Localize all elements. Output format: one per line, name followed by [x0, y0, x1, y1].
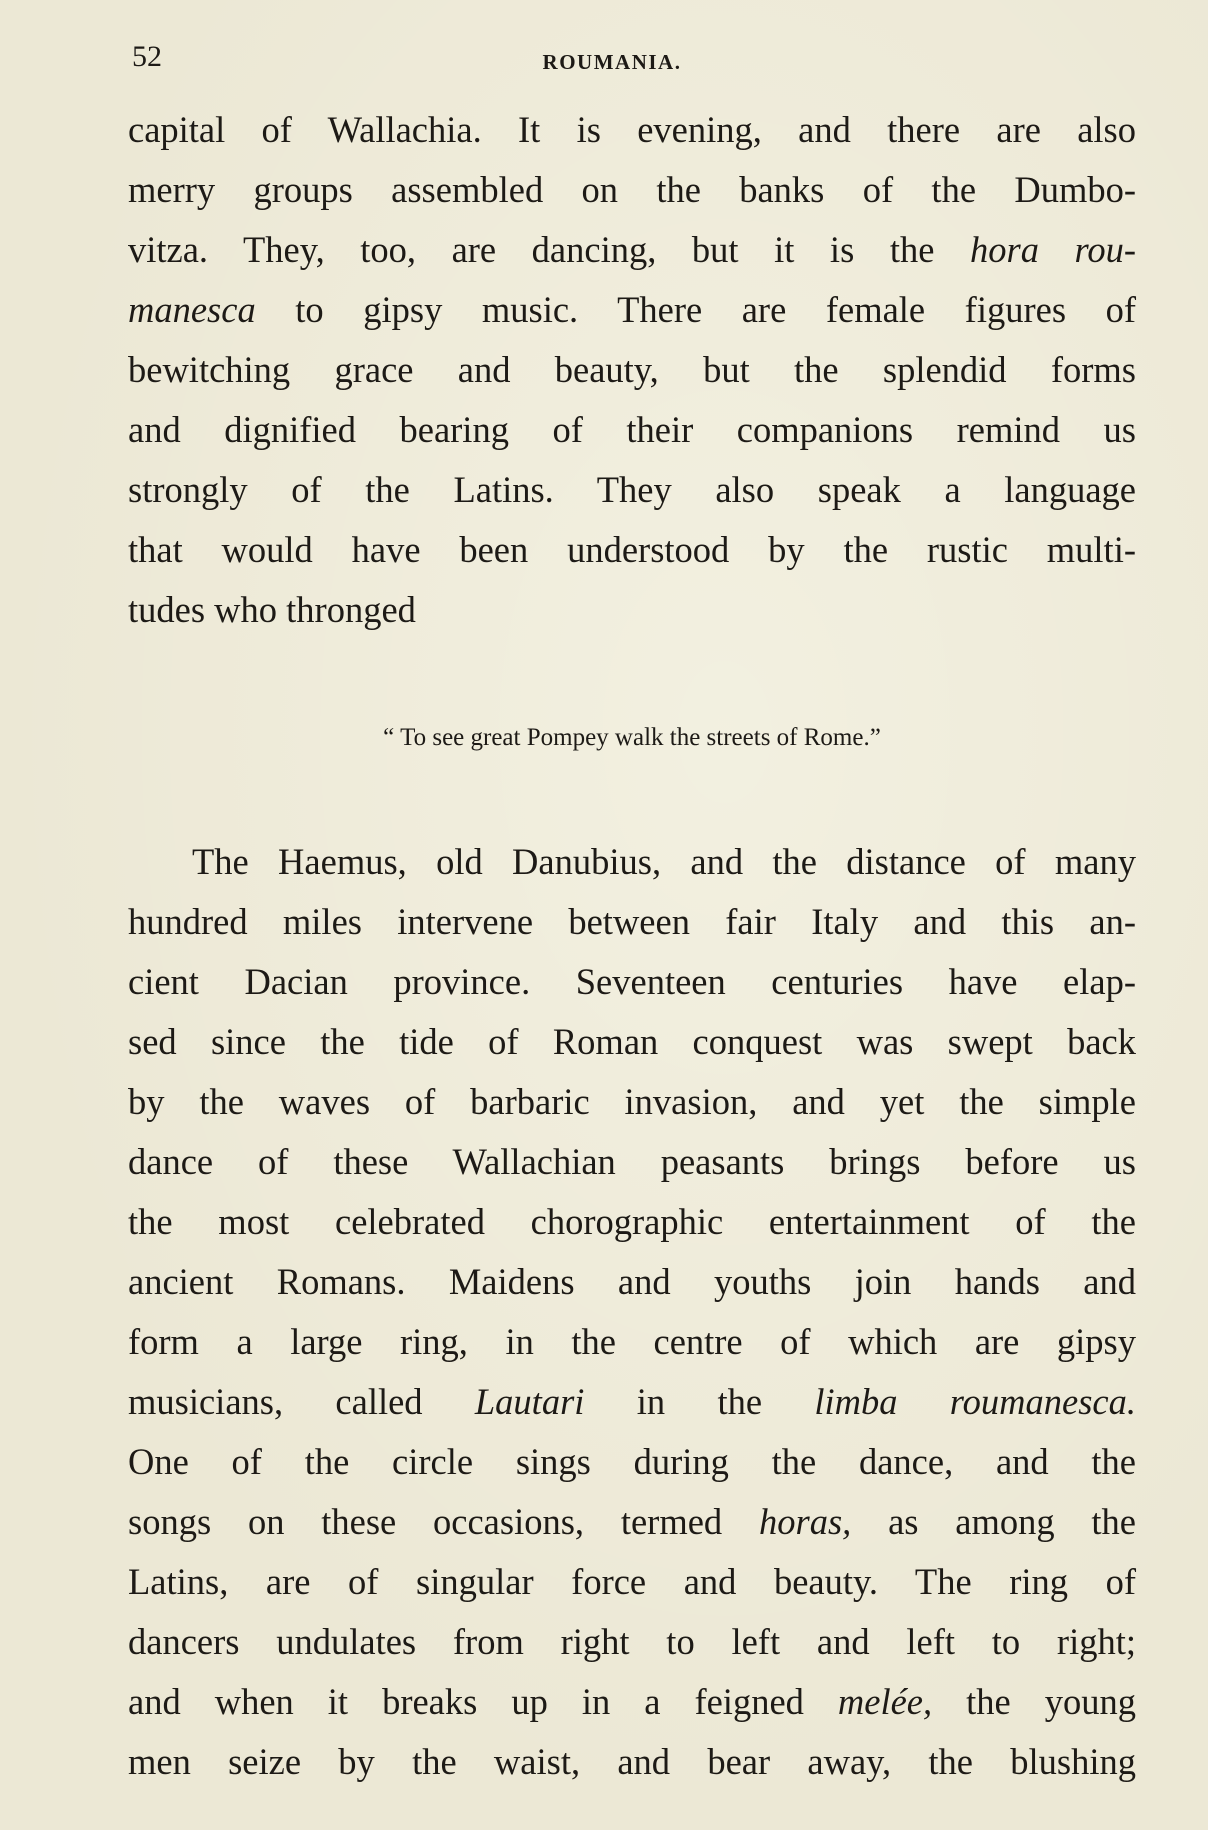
text-run: to gipsy music. There are female figures of [255, 289, 1136, 330]
block-quote: “ To see great Pompey walk the streets of Rome.” [383, 724, 881, 751]
text-line: tudes who thronged [128, 589, 416, 630]
text-line: ancient Romans. Maidens and youths join hands and [128, 1261, 1136, 1302]
text-line: One of the circle sings during the dance, and the [128, 1441, 1136, 1482]
text-line [128, 280, 1136, 340]
text-run: vitza. They, too, are dancing, but it is the [128, 229, 970, 270]
text-line: sed since the tide of Roman conquest was swept back [128, 1021, 1136, 1062]
text-line [128, 220, 1136, 280]
text-line [128, 1372, 1136, 1432]
text-line: dance of these Wallachian peasants brings before us [128, 1141, 1136, 1182]
italic-run: hora rou- [969, 229, 1136, 270]
text-line: bewitching grace and beauty, but the splendid forms [128, 349, 1136, 390]
text-line: The Haemus, old Danubius, and the distance of many [192, 841, 1136, 882]
text-line: the most celebrated chorographic entertainment of the [128, 1201, 1136, 1242]
text-line [128, 1492, 1136, 1552]
text-line: and dignified bearing of their companions remind us [128, 409, 1136, 450]
italic-run: horas, [758, 1501, 852, 1542]
text-line: Latins, are of singular force and beauty. The ring of [128, 1561, 1136, 1602]
text-run: as among the [851, 1501, 1136, 1542]
running-title: ROUMANIA. [542, 50, 682, 74]
text-line [128, 1672, 1136, 1732]
text-line: form a large ring, in the centre of which are gipsy [128, 1321, 1136, 1362]
italic-run: Lautari [474, 1381, 585, 1422]
italic-run: manesca [128, 289, 256, 330]
text-line: men seize by the waist, and bear away, the blushing [128, 1741, 1136, 1782]
text-run: in the [584, 1381, 815, 1422]
paragraph-2 [128, 832, 1136, 1792]
text-line: strongly of the Latins. They also speak a language [128, 469, 1136, 510]
text-line: hundred miles intervene between fair Italy and this an- [128, 901, 1136, 942]
text-run: musicians, called [128, 1381, 475, 1422]
text-run: and when it breaks up in a feigned [128, 1681, 838, 1722]
text-line: dancers undulates from right to left and left to right; [128, 1621, 1136, 1662]
italic-run: limba roumanesca. [814, 1381, 1136, 1422]
text-line: capital of Wallachia. It is evening, and there are also [128, 109, 1136, 150]
paragraph-1 [128, 100, 1136, 640]
italic-run: melée, [837, 1681, 933, 1722]
text-run: the young [932, 1681, 1136, 1722]
text-line: by the waves of barbaric invasion, and yet the simple [128, 1081, 1136, 1122]
text-line: that would have been understood by the rustic multi- [128, 529, 1136, 570]
running-head [132, 40, 1092, 84]
text-line: cient Dacian province. Seventeen centuries have elap- [128, 961, 1136, 1002]
text-run: songs on these occasions, termed [128, 1501, 759, 1542]
page-number: 52 [132, 40, 162, 73]
text-line: merry groups assembled on the banks of the Dumbo- [128, 169, 1136, 210]
